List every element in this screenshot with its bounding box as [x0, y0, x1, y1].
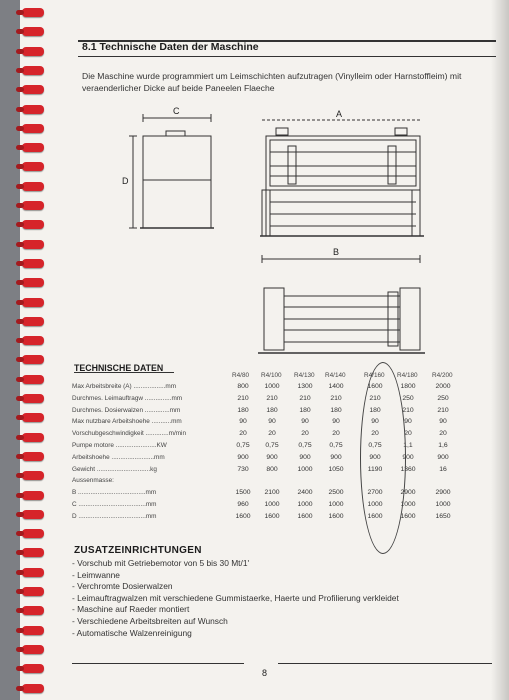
- table-cell: 1000: [435, 501, 451, 508]
- table-cell: 210: [330, 394, 342, 402]
- table-cell: 2700: [367, 489, 383, 497]
- front-view-drawing: [260, 120, 424, 236]
- table-cell: 180: [299, 406, 311, 414]
- table-cell: 90: [268, 418, 276, 426]
- table-cell: 210: [369, 394, 381, 402]
- table-cell: 90: [371, 418, 379, 426]
- table-cell: 1800: [400, 383, 416, 390]
- table-cell: 1000: [297, 465, 313, 473]
- table-cell: 90: [239, 418, 247, 426]
- table-cell: 90: [404, 418, 412, 426]
- table-cell: 180: [237, 406, 249, 414]
- spiral-ring: [22, 510, 44, 519]
- table-cell: 20: [439, 430, 447, 438]
- table-cell: 2100: [264, 489, 280, 497]
- spiral-ring: [22, 375, 44, 384]
- table-cell: 90: [301, 418, 309, 426]
- table-cell: 900: [369, 453, 381, 461]
- model-header: R4/180: [397, 372, 418, 379]
- table-cell: 1600: [400, 512, 416, 520]
- table-cell: 20: [239, 430, 247, 438]
- row-label: Pumpe motore .......................KW: [72, 442, 167, 449]
- model-header: R4/100: [261, 372, 282, 379]
- table-cell: 2000: [435, 383, 451, 390]
- spiral-ring: [22, 606, 44, 615]
- label-d: D: [122, 176, 129, 186]
- table-cell: 1600: [328, 512, 344, 520]
- table-cell: 1650: [435, 512, 451, 520]
- table-cell: 1000: [264, 383, 280, 390]
- table-cell: 1000: [367, 501, 383, 508]
- table-cell: 180: [266, 406, 278, 414]
- list-item: - Leimauftragwalzen mit verschiedene Gummistaerke, Haerte und Profilierung verkleidet: [72, 592, 399, 603]
- table-cell: 960: [237, 501, 249, 508]
- table-cell: 1400: [328, 383, 344, 390]
- table-cell: 210: [299, 394, 311, 402]
- table-cell: 1600: [367, 512, 383, 520]
- table-cell: 800: [266, 465, 278, 473]
- table-cell: 210: [402, 406, 414, 414]
- tech-data-underline: [74, 372, 174, 373]
- table-cell: 180: [330, 406, 342, 414]
- list-item: - Leimwanne: [72, 569, 120, 580]
- model-header: R4/130: [294, 372, 315, 379]
- table-cell: 90: [439, 418, 447, 426]
- table-cell: 900: [299, 453, 311, 461]
- row-label: Vorschubgeschwindigkeit .............m/min: [72, 430, 187, 438]
- spiral-ring: [22, 626, 44, 635]
- table-cell: 1000: [400, 501, 416, 508]
- table-cell: 210: [266, 394, 278, 402]
- label-c: C: [173, 106, 180, 116]
- table-cell: 900: [330, 453, 342, 461]
- table-cell: 1050: [328, 465, 344, 473]
- table-cell: 1600: [367, 383, 383, 390]
- row-label: Max nutzbare Arbeitshoehe ...........mm: [72, 418, 182, 426]
- model-header: R4/80: [232, 372, 250, 379]
- table-cell: 2400: [297, 489, 313, 497]
- table-cell: 20: [268, 430, 276, 438]
- spiral-ring: [22, 548, 44, 557]
- table-cell: 900: [402, 453, 414, 461]
- table-cell: 2900: [400, 489, 416, 497]
- accessories-heading: ZUSATZEINRICHTUNGEN: [74, 545, 202, 556]
- spiral-ring: [22, 433, 44, 442]
- list-item: - Verchromte Dosierwalzen: [72, 581, 173, 592]
- table-cell: 1300: [297, 383, 313, 390]
- table-cell: 2500: [328, 489, 344, 497]
- table-cell: 1,6: [438, 442, 448, 449]
- table-cell: 900: [266, 453, 278, 461]
- table-cell: 210: [237, 394, 249, 402]
- table-cell: 250: [402, 394, 414, 402]
- row-label: Aussenmasse:: [72, 477, 114, 485]
- page-number: 8: [262, 668, 268, 678]
- row-label: Durchmes. Dosierwalzen ..............mm: [72, 406, 181, 414]
- table-cell: 0,75: [236, 442, 250, 449]
- table-cell: 730: [237, 465, 249, 473]
- spiral-ring: [22, 645, 44, 654]
- table-cell: 1600: [264, 512, 280, 520]
- table-cell: 0,75: [329, 442, 343, 449]
- table-cell: 250: [437, 394, 449, 402]
- table-cell: 16: [439, 465, 447, 473]
- table-cell: 20: [371, 430, 379, 438]
- row-label: D ......................................mm: [72, 512, 157, 520]
- row-label: Arbeitshoehe ........................mm: [72, 453, 165, 461]
- spiral-ring: [22, 684, 44, 693]
- spiral-ring: [22, 452, 44, 461]
- accessories-list: [72, 558, 399, 639]
- handwritten-circle-annotation: [360, 362, 406, 554]
- table-cell: 1360: [400, 465, 416, 473]
- table-cell: 1000: [297, 501, 313, 508]
- table-cell: 210: [437, 406, 449, 414]
- table-cell: 1190: [367, 465, 383, 473]
- spiral-ring: [22, 413, 44, 422]
- list-item: - Maschine auf Raeder montiert: [72, 604, 190, 615]
- plan-view-drawing: [258, 255, 425, 353]
- table-cell: 800: [237, 383, 249, 390]
- table-cell: 20: [404, 430, 412, 438]
- spiral-ring: [22, 587, 44, 596]
- table-cell: 900: [437, 453, 449, 461]
- model-header: R4/140: [325, 372, 346, 379]
- spiral-ring: [22, 529, 44, 538]
- model-header: R4/200: [432, 372, 453, 379]
- label-a: A: [336, 109, 343, 119]
- table-cell: 2900: [435, 489, 451, 497]
- section-title: 8.1 Technische Daten der Maschine: [82, 41, 259, 53]
- label-b: B: [333, 247, 340, 257]
- table-cell: 90: [332, 418, 340, 426]
- table-cell: 0,75: [368, 442, 382, 449]
- row-label: Max Arbeitsbreite (A) ..................mm: [72, 383, 177, 390]
- table-cell: 0,75: [298, 442, 312, 449]
- footer-rule-right: [278, 663, 492, 664]
- table-cell: 1600: [297, 512, 313, 520]
- spiral-ring: [22, 394, 44, 403]
- row-label: B ......................................mm: [72, 489, 157, 497]
- list-item: - Automatische Walzenreinigung: [72, 627, 192, 638]
- side-view-drawing: [129, 114, 214, 228]
- table-cell: 900: [237, 453, 249, 461]
- model-header: R4/160: [364, 372, 385, 379]
- table-cell: 1000: [328, 501, 344, 508]
- table-cell: 180: [369, 406, 381, 414]
- spiral-ring: [22, 568, 44, 577]
- footer-rule-left: [72, 663, 244, 664]
- table-cell: 1000: [264, 501, 280, 508]
- spiral-ring: [22, 664, 44, 673]
- row-label: C ......................................mm: [72, 501, 157, 508]
- spiral-ring: [22, 471, 44, 480]
- table-cell: 1500: [235, 489, 251, 497]
- row-label: Durchmes. Leimauftragw ...............mm: [72, 394, 183, 402]
- table-cell: 20: [301, 430, 309, 438]
- spiral-ring: [22, 491, 44, 500]
- table-cell: 1600: [235, 512, 251, 520]
- table-cell: 20: [332, 430, 340, 438]
- row-label: Gewicht ..............................kg: [72, 465, 157, 473]
- table-cell: 1,1: [403, 442, 413, 449]
- table-cell: 0,75: [265, 442, 279, 449]
- list-item: - Verschiedene Arbeitsbreiten auf Wunsch: [72, 615, 228, 626]
- list-item: - Vorschub mit Getriebemotor von 5 bis 30 Mt/1': [72, 558, 250, 568]
- intro-text: Die Maschine wurde programmiert um Leimschichten aufzutragen (Vinylleim oder Harnstoffleim) mit veraenderlicher Dicke auf beide Paneelen Flaeche: [82, 71, 462, 93]
- tech-data-heading: TECHNISCHE DATEN: [74, 363, 164, 373]
